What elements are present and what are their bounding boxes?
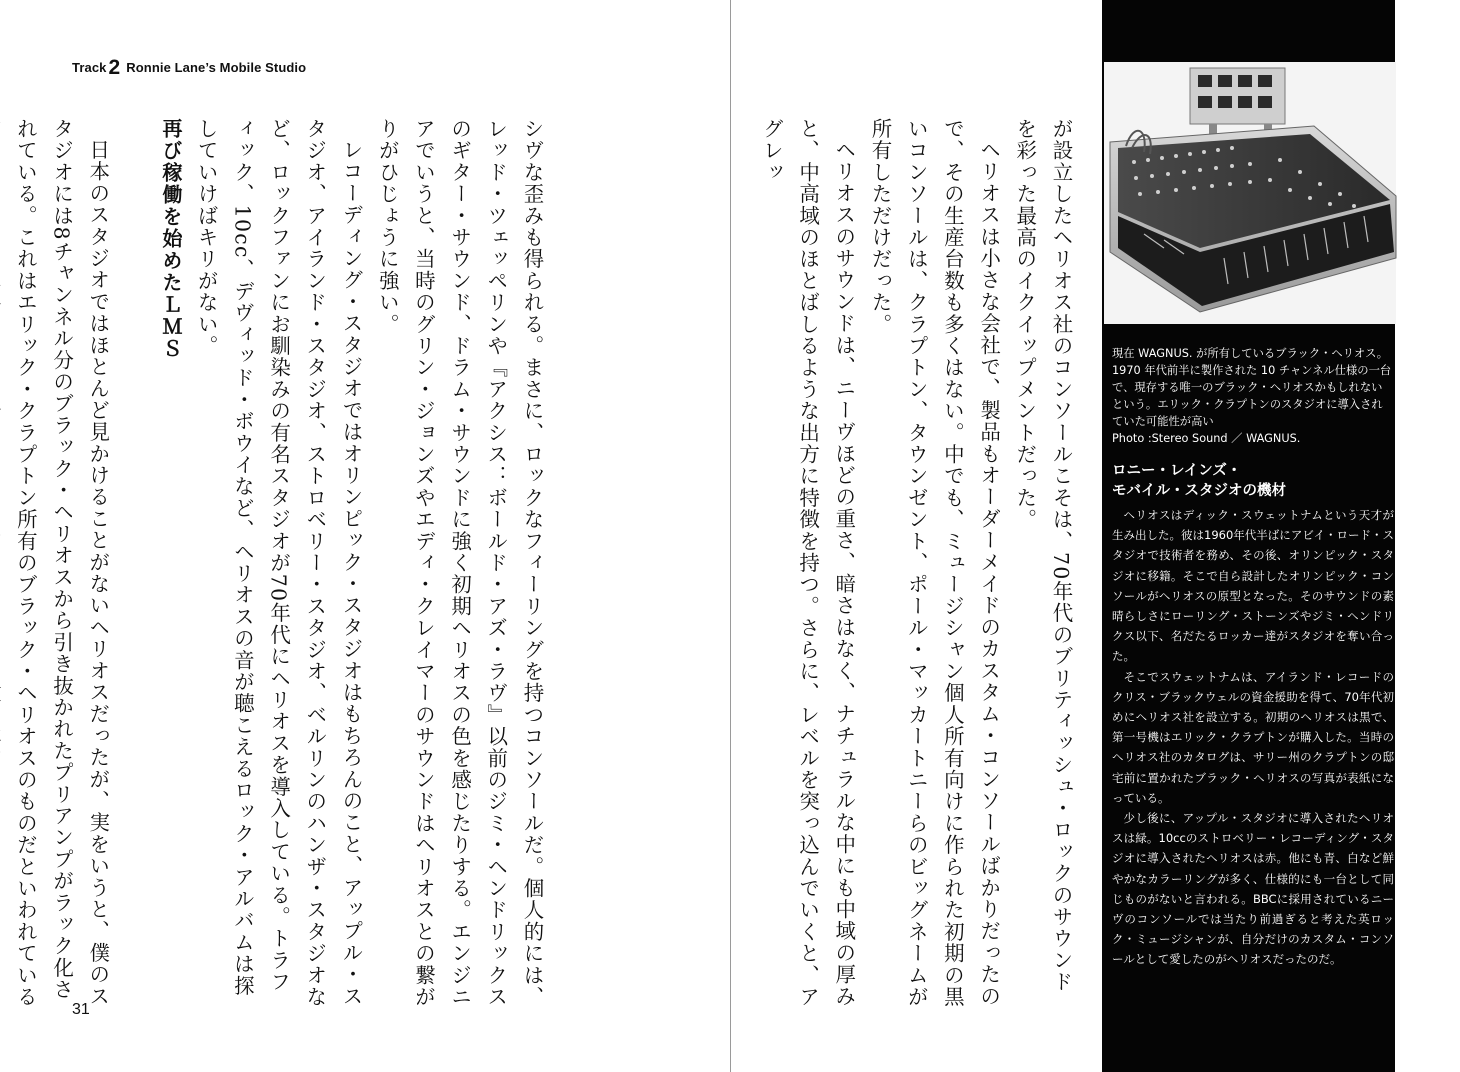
photo-credit: Photo :Stereo Sound ／ WAGNUS. [1112,432,1301,445]
running-head-track-label: Track [72,60,107,75]
body-paragraph: ヘリオスは小さな会社で、製品もオーダーメイドのカスタム・コンソールばかりだったので、その生産台数も多くはない。中でも、ミュージシャン個人所有向けに作られた初期の黒いコンソールは、クラプトン、タウンゼント、ポール・マッカートニーらのビッグネームが所有しただけだった。 [867,118,1001,1008]
sidebar-paragraph: 少し後に、アップル・スタジオに導入されたヘリオスは緑。10ccのストロベリー・レコーディング・スタジオに導入されたヘリオスは赤。他にも青、白など鮮やかなカラーリングが多く、仕様的にも一台として同じものがないと言われる。BBCに採用されているニーヴのコンソールでは当たり前過ぎると考えた英ロック・ミュージシャンが、自分だけのカスタム・コンソールとして愛したのがヘリオスだったのだ。 [1112,811,1394,967]
running-head [72,56,306,80]
running-head-track-number: 2 [108,56,121,79]
photo-caption-text: 現在 WAGNUS. が所有しているブラック・ヘリオス。1970 年代前半に製作された 10 チャンネル仕様の一台で、現存する唯一のブラック・ヘリオスかもしれないという。エリック・クラプトンのスタジオに導入されていた可能性が高い [1112,347,1392,428]
running-head-title: Ronnie Lane’s Mobile Studio [126,60,307,75]
page-number: 31 [72,1001,90,1018]
sidebar-paragraph: そこでスウェットナムは、アイランド・レコードのクリス・ブラックウェルの資金援助を得て、70年代初めにヘリオス社を設立する。初期のヘリオスは黒で、第一号機はエリック・クラプトンが購入した。当時のヘリオス社のカタログは、サリー州のクラプトンの邸宅前に置かれたブラック・ヘリオスの写真が表紙になっている。 [1112,669,1394,805]
body-paragraph: が設立したヘリオス社のコンソールこそは、70年代のブリティッシュ・ロックのサウンドを彩った最高のイクイップメントだった。 [1012,118,1073,993]
left-body-text [13,118,550,1008]
sidebar-box-title [1112,461,1392,501]
sidebar-box-body [1112,505,1394,970]
sidebar-column [1102,0,1395,1072]
body-paragraph: シヴな歪みも得られる。まさに、ロックなフィーリングを持つコンソールだ。個人的には、レッド・ツェッペリンや『アクシス：ボールド・アズ・ラヴ』以前のジミ・ヘンドリックスのギター・サウンド、ドラム・サウンドに強く初期ヘリオスの色を感じたりする。エンジニアでいうと、当時のグリン・ジョンズやエディ・クレイマーのサウンドはヘリオスとの繋がりがひじょうに強い。 [375,118,544,1008]
sidebar-box-title-line: ロニー・レインズ・ [1112,463,1242,479]
sidebar-box-title-line: モバイル・スタジオの機材 [1112,483,1286,499]
body-paragraph: レコーディング・スタジオではオリンピック・スタジオはもちろんのこと、アップル・スタジオ、アイランド・スタジオ、ストロベリー・スタジオ、ベルリンのハンザ・スタジオなど、ロックファンにお馴染みの有名スタジオが70年代にヘリオスを導入している。トラフィック、10cc、デヴィッド・ボウイなど、ヘリオスの音が聴こえるロック・アルバムは探していけばキリがない。 [194,118,363,1008]
right-page [731,0,1460,1072]
sidebar-paragraph: ヘリオスはディック・スウェットナムという天才が生み出した。彼は1960年代半ばにアビイ・ロード・スタジオで技術者を務め、その後、オリンピック・スタジオに移籍。そこで自ら設計したオリンピック・コンソールがヘリオスの原型となった。そのサウンドの素晴らしさにローリング・ストーンズやジミ・ヘンドリクス以下、名だたるロッカー達がスタジオを奪い合った。 [1112,508,1394,664]
body-paragraph: 日本のスタジオではほとんど見かけることがないヘリオスだったが、実をいうと、僕のスタジオには8チャンネル分のブラック・ヘリオスから引き抜かれたプリアンプがラック化されている。これはエリック・クラプトン所有のブラック・ヘリオスのものだといわれている [13,118,110,1008]
body-paragraph: ヘリオスのサウンドは、ニーヴほどの重さ、暗さはなく、ナチュラルな中にも中域の厚みと、中高域のほとばしるような出方に特徴を持つ。さらに、レベルを突っ込んでいくと、アグレッ [759,118,856,1008]
right-body-text [759,118,1079,1008]
helios-console-photo [1104,62,1396,324]
section-heading: 再び稼働を始めたＬＭＳ [158,118,181,360]
photo-caption [1112,345,1392,447]
